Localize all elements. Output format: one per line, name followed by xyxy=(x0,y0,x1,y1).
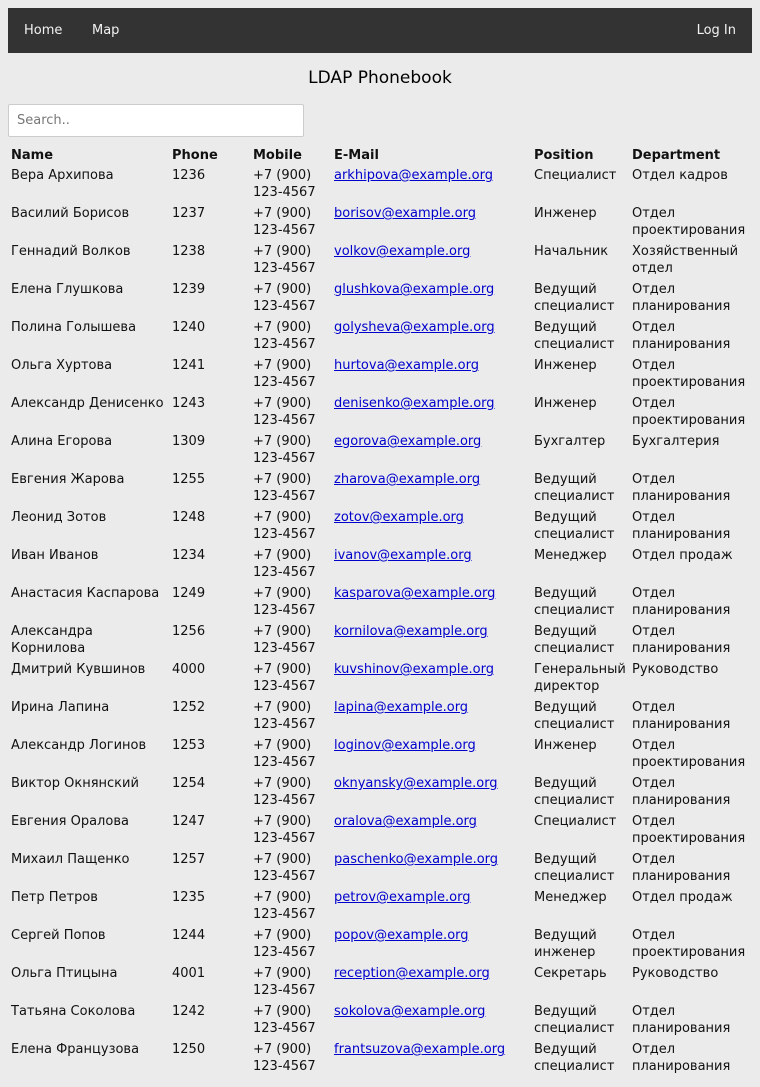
contact-email-link[interactable]: kornilova@example.org xyxy=(334,624,488,639)
column-header-name[interactable]: Name xyxy=(11,148,54,163)
table-row xyxy=(8,964,750,1002)
nav-home-link[interactable]: Home xyxy=(24,23,63,38)
contact-mobile-cell: +7 (900) 123-4567 xyxy=(253,738,316,770)
column-header-department[interactable]: Department xyxy=(632,148,721,163)
contact-email-cell xyxy=(331,204,531,242)
nav-login-link[interactable]: Log In xyxy=(696,23,736,38)
contact-department-cell: Руководство xyxy=(632,662,719,677)
contact-department-cell: Отдел проектирования xyxy=(632,738,746,770)
table-row xyxy=(8,356,750,394)
contact-name-cell: Полина Голышева xyxy=(11,320,137,335)
contact-name-cell: Василий Борисов xyxy=(11,206,130,221)
contact-email-link[interactable]: ivanov@example.org xyxy=(334,548,472,563)
contact-position-cell: Ведущий специалист xyxy=(534,510,615,542)
contact-department-cell: Отдел планирования xyxy=(632,510,731,542)
contact-mobile-cell: +7 (900) 123-4567 xyxy=(253,1042,316,1074)
contact-email-cell xyxy=(331,280,531,318)
nav-map-link[interactable]: Map xyxy=(92,23,120,38)
contact-email-link[interactable]: zotov@example.org xyxy=(334,510,464,525)
contact-email-cell xyxy=(331,1040,531,1078)
search-input[interactable] xyxy=(8,104,304,137)
top-navigation-bar xyxy=(8,8,752,53)
contact-position-cell: Ведущий инженер xyxy=(534,928,597,960)
contact-phone-cell: 1309 xyxy=(172,434,206,449)
contact-email-link[interactable]: hurtova@example.org xyxy=(334,358,479,373)
contact-department-cell: Отдел планирования xyxy=(632,700,731,732)
contact-email-cell xyxy=(331,964,531,1002)
contact-position-cell: Ведущий специалист xyxy=(534,320,615,352)
contact-email-link[interactable]: golysheva@example.org xyxy=(334,320,495,335)
contact-email-link[interactable]: loginov@example.org xyxy=(334,738,476,753)
contact-mobile-cell: +7 (900) 123-4567 xyxy=(253,206,316,238)
contact-mobile-cell: +7 (900) 123-4567 xyxy=(253,396,316,428)
contact-email-cell xyxy=(331,432,531,470)
contact-position-cell: Ведущий специалист xyxy=(534,852,615,884)
contact-department-cell: Отдел планирования xyxy=(632,320,731,352)
column-header-mobile[interactable]: Mobile xyxy=(253,148,302,163)
contact-email-cell xyxy=(331,812,531,850)
contact-email-cell xyxy=(331,508,531,546)
contact-mobile-cell: +7 (900) 123-4567 xyxy=(253,852,316,884)
contact-email-cell xyxy=(331,698,531,736)
table-row xyxy=(8,736,750,774)
contact-position-cell: Ведущий специалист xyxy=(534,472,615,504)
contact-phone-cell: 1247 xyxy=(172,814,206,829)
contact-name-cell: Александра Корнилова xyxy=(11,624,93,656)
column-header-position[interactable]: Position xyxy=(534,148,594,163)
contact-email-cell xyxy=(331,926,531,964)
contact-department-cell: Отдел проектирования xyxy=(632,396,746,428)
contact-name-cell: Елена Французова xyxy=(11,1042,140,1057)
contact-mobile-cell: +7 (900) 123-4567 xyxy=(253,700,316,732)
contact-name-cell: Ольга Хуртова xyxy=(11,358,113,373)
contact-position-cell: Генеральный директор xyxy=(534,662,626,694)
table-row xyxy=(8,508,750,546)
contact-email-link[interactable]: paschenko@example.org xyxy=(334,852,499,867)
phonebook-table xyxy=(8,147,750,1078)
contact-mobile-cell: +7 (900) 123-4567 xyxy=(253,510,316,542)
contact-email-link[interactable]: borisov@example.org xyxy=(334,206,476,221)
contact-email-link[interactable]: glushkova@example.org xyxy=(334,282,495,297)
contact-email-cell xyxy=(331,546,531,584)
contact-department-cell: Отдел кадров xyxy=(632,168,728,183)
contact-email-link[interactable]: popov@example.org xyxy=(334,928,469,943)
column-header-phone[interactable]: Phone xyxy=(172,148,218,163)
contact-department-cell: Отдел проектирования xyxy=(632,358,746,390)
table-row xyxy=(8,242,750,280)
contact-phone-cell: 1253 xyxy=(172,738,206,753)
contact-department-cell: Отдел проектирования xyxy=(632,814,746,846)
contact-phone-cell: 1239 xyxy=(172,282,206,297)
contact-email-link[interactable]: oknyansky@example.org xyxy=(334,776,498,791)
table-row xyxy=(8,774,750,812)
contact-email-cell xyxy=(331,736,531,774)
contact-name-cell: Ольга Птицына xyxy=(11,966,118,981)
table-row xyxy=(8,660,750,698)
table-row xyxy=(8,850,750,888)
contact-name-cell: Ирина Лапина xyxy=(11,700,110,715)
contact-position-cell: Инженер xyxy=(534,206,597,221)
contact-name-cell: Дмитрий Кувшинов xyxy=(11,662,146,677)
contact-department-cell: Отдел планирования xyxy=(632,624,731,656)
page-title: LDAP Phonebook xyxy=(308,68,452,88)
contact-mobile-cell: +7 (900) 123-4567 xyxy=(253,282,316,314)
contact-mobile-cell: +7 (900) 123-4567 xyxy=(253,966,316,998)
contact-name-cell: Евгения Жарова xyxy=(11,472,125,487)
contact-position-cell: Специалист xyxy=(534,814,617,829)
contact-position-cell: Инженер xyxy=(534,738,597,753)
table-row xyxy=(8,432,750,470)
contact-mobile-cell: +7 (900) 123-4567 xyxy=(253,244,316,276)
contact-position-cell: Секретарь xyxy=(534,966,607,981)
contact-position-cell: Бухгалтер xyxy=(534,434,606,449)
contact-phone-cell: 1241 xyxy=(172,358,206,373)
contact-email-cell xyxy=(331,850,531,888)
contact-mobile-cell: +7 (900) 123-4567 xyxy=(253,548,316,580)
contact-email-link[interactable]: denisenko@example.org xyxy=(334,396,495,411)
contact-email-cell xyxy=(331,584,531,622)
contact-phone-cell: 4001 xyxy=(172,966,206,981)
table-row xyxy=(8,622,750,660)
contact-phone-cell: 1236 xyxy=(172,168,206,183)
contact-email-link[interactable]: petrov@example.org xyxy=(334,890,471,905)
contact-email-link[interactable]: volkov@example.org xyxy=(334,244,471,259)
contact-mobile-cell: +7 (900) 123-4567 xyxy=(253,320,316,352)
contact-email-cell xyxy=(331,660,531,698)
table-row xyxy=(8,888,750,926)
contact-department-cell: Отдел планирования xyxy=(632,852,731,884)
contact-position-cell: Специалист xyxy=(534,168,617,183)
table-row xyxy=(8,394,750,432)
contact-phone-cell: 4000 xyxy=(172,662,206,677)
contact-mobile-cell: +7 (900) 123-4567 xyxy=(253,434,316,466)
table-row xyxy=(8,812,750,850)
contact-phone-cell: 1238 xyxy=(172,244,206,259)
contact-email-cell xyxy=(331,622,531,660)
contact-mobile-cell: +7 (900) 123-4567 xyxy=(253,662,316,694)
contact-phone-cell: 1240 xyxy=(172,320,206,335)
table-row xyxy=(8,546,750,584)
contact-position-cell: Ведущий специалист xyxy=(534,1004,615,1036)
contact-email-link[interactable]: oralova@example.org xyxy=(334,814,477,829)
contact-phone-cell: 1249 xyxy=(172,586,206,601)
contact-position-cell: Инженер xyxy=(534,396,597,411)
table-row xyxy=(8,926,750,964)
contact-department-cell: Отдел планирования xyxy=(632,776,731,808)
contact-name-cell: Алина Егорова xyxy=(11,434,113,449)
contact-email-link[interactable]: kasparova@example.org xyxy=(334,586,496,601)
table-row xyxy=(8,204,750,242)
contact-phone-cell: 1252 xyxy=(172,700,206,715)
contact-position-cell: Ведущий специалист xyxy=(534,586,615,618)
contact-department-cell: Отдел продаж xyxy=(632,890,733,905)
contact-email-cell xyxy=(331,1002,531,1040)
contact-position-cell: Ведущий специалист xyxy=(534,282,615,314)
contact-name-cell: Петр Петров xyxy=(11,890,98,905)
contact-name-cell: Татьяна Соколова xyxy=(11,1004,136,1019)
contact-email-link[interactable]: egorova@example.org xyxy=(334,434,482,449)
table-row xyxy=(8,1002,750,1040)
contact-email-link[interactable]: reception@example.org xyxy=(334,966,490,981)
table-row xyxy=(8,584,750,622)
contact-name-cell: Александр Логинов xyxy=(11,738,147,753)
contact-name-cell: Анастасия Каспарова xyxy=(11,586,160,601)
contact-department-cell: Отдел планирования xyxy=(632,1004,731,1036)
contact-phone-cell: 1257 xyxy=(172,852,206,867)
contact-name-cell: Михаил Пащенко xyxy=(11,852,130,867)
contact-position-cell: Ведущий специалист xyxy=(534,624,615,656)
contact-email-cell xyxy=(331,774,531,812)
contact-position-cell: Ведущий специалист xyxy=(534,700,615,732)
contact-email-link[interactable]: kuvshinov@example.org xyxy=(334,662,494,677)
contact-email-cell xyxy=(331,318,531,356)
contact-position-cell: Менеджер xyxy=(534,548,607,563)
contact-department-cell: Отдел планирования xyxy=(632,586,731,618)
contact-email-link[interactable]: lapina@example.org xyxy=(334,700,469,715)
table-header-row xyxy=(8,147,750,166)
contact-name-cell: Сергей Попов xyxy=(11,928,106,943)
contact-email-cell xyxy=(331,356,531,394)
contact-department-cell: Руководство xyxy=(632,966,719,981)
contact-email-link[interactable]: sokolova@example.org xyxy=(334,1004,486,1019)
contact-department-cell: Отдел планирования xyxy=(632,282,731,314)
contact-position-cell: Начальник xyxy=(534,244,609,259)
contact-mobile-cell: +7 (900) 123-4567 xyxy=(253,1004,316,1036)
contact-name-cell: Елена Глушкова xyxy=(11,282,124,297)
contact-position-cell: Менеджер xyxy=(534,890,607,905)
table-row xyxy=(8,1040,750,1078)
contact-phone-cell: 1234 xyxy=(172,548,206,563)
contact-phone-cell: 1254 xyxy=(172,776,206,791)
contact-email-cell xyxy=(331,394,531,432)
contact-phone-cell: 1255 xyxy=(172,472,206,487)
contact-mobile-cell: +7 (900) 123-4567 xyxy=(253,472,316,504)
contact-mobile-cell: +7 (900) 123-4567 xyxy=(253,168,316,200)
contact-position-cell: Ведущий специалист xyxy=(534,776,615,808)
contact-department-cell: Отдел планирования xyxy=(632,1042,731,1074)
contact-name-cell: Вера Архипова xyxy=(11,168,114,183)
contact-phone-cell: 1237 xyxy=(172,206,206,221)
contact-department-cell: Хозяйственный отдел xyxy=(632,244,739,276)
table-row xyxy=(8,470,750,508)
contact-mobile-cell: +7 (900) 123-4567 xyxy=(253,586,316,618)
contact-phone-cell: 1235 xyxy=(172,890,206,905)
contact-phone-cell: 1243 xyxy=(172,396,206,411)
contact-position-cell: Ведущий специалист xyxy=(534,1042,615,1074)
contact-name-cell: Иван Иванов xyxy=(11,548,99,563)
contact-email-link[interactable]: frantsuzova@example.org xyxy=(334,1042,506,1057)
contact-phone-cell: 1248 xyxy=(172,510,206,525)
contact-department-cell: Отдел проектирования xyxy=(632,206,746,238)
contact-department-cell: Отдел продаж xyxy=(632,548,733,563)
contact-email-cell xyxy=(331,242,531,280)
contact-mobile-cell: +7 (900) 123-4567 xyxy=(253,358,316,390)
contact-email-cell xyxy=(331,470,531,508)
table-row xyxy=(8,166,750,204)
contact-email-cell xyxy=(331,888,531,926)
table-row xyxy=(8,698,750,736)
contact-name-cell: Виктор Окнянский xyxy=(11,776,139,791)
contact-mobile-cell: +7 (900) 123-4567 xyxy=(253,776,316,808)
contact-phone-cell: 1256 xyxy=(172,624,206,639)
contact-mobile-cell: +7 (900) 123-4567 xyxy=(253,624,316,656)
contact-mobile-cell: +7 (900) 123-4567 xyxy=(253,928,316,960)
contact-name-cell: Геннадий Волков xyxy=(11,244,131,259)
contact-department-cell: Бухгалтерия xyxy=(632,434,720,449)
contact-email-cell xyxy=(331,166,531,204)
contact-name-cell: Александр Денисенко xyxy=(11,396,164,411)
contact-email-link[interactable]: zharova@example.org xyxy=(334,472,481,487)
phonebook-rows xyxy=(8,166,750,1078)
contact-mobile-cell: +7 (900) 123-4567 xyxy=(253,814,316,846)
table-row xyxy=(8,280,750,318)
table-row xyxy=(8,318,750,356)
contact-phone-cell: 1250 xyxy=(172,1042,206,1057)
contact-name-cell: Евгения Оралова xyxy=(11,814,129,829)
contact-email-link[interactable]: arkhipova@example.org xyxy=(334,168,493,183)
contact-phone-cell: 1244 xyxy=(172,928,206,943)
contact-department-cell: Отдел планирования xyxy=(632,472,731,504)
column-header-email[interactable]: E-Mail xyxy=(334,148,379,163)
contact-position-cell: Инженер xyxy=(534,358,597,373)
contact-name-cell: Леонид Зотов xyxy=(11,510,107,525)
contact-phone-cell: 1242 xyxy=(172,1004,206,1019)
contact-mobile-cell: +7 (900) 123-4567 xyxy=(253,890,316,922)
contact-department-cell: Отдел проектирования xyxy=(632,928,746,960)
